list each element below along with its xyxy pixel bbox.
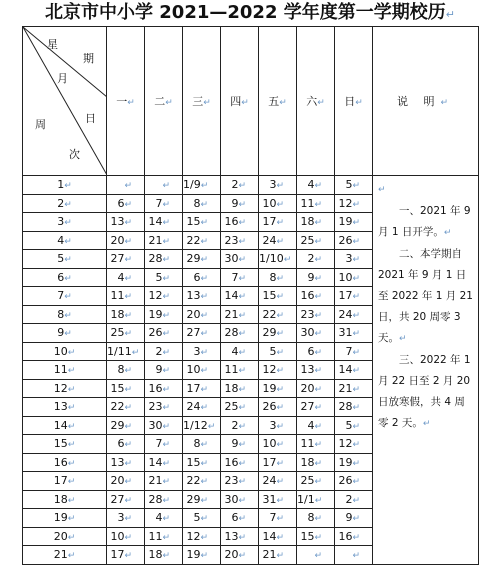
date-cell: 20↵ (107, 231, 145, 250)
date-cell: 18↵ (297, 213, 335, 232)
date-cell: 28↵ (145, 250, 183, 269)
date-cell: 12↵ (335, 194, 373, 213)
week-number-cell: 8↵ (23, 305, 107, 324)
date-cell: 9↵ (221, 435, 259, 454)
date-cell: 4↵ (221, 342, 259, 361)
date-cell: 23↵ (221, 472, 259, 491)
date-cell: 27↵ (107, 250, 145, 269)
week-number-cell: 14↵ (23, 416, 107, 435)
date-cell: 10↵ (183, 361, 221, 380)
date-cell: 8↵ (183, 194, 221, 213)
date-cell: 15↵ (297, 527, 335, 546)
date-cell: 19↵ (335, 453, 373, 472)
date-cell: 24↵ (259, 231, 297, 250)
date-cell: 7↵ (335, 342, 373, 361)
date-cell: 1/11↵ (107, 342, 145, 361)
date-cell: 26↵ (259, 398, 297, 417)
week-row (23, 176, 479, 195)
date-cell: 5↵ (259, 342, 297, 361)
week-number-cell: 13↵ (23, 398, 107, 417)
date-cell: ↵ (107, 176, 145, 195)
date-cell: 27↵ (107, 490, 145, 509)
date-cell: 13↵ (297, 361, 335, 380)
note-paragraph: 一、2021 年 9 月 1 日开学。↵ (378, 205, 471, 238)
date-cell: 19↵ (183, 546, 221, 565)
date-cell: 28↵ (221, 324, 259, 343)
date-cell: 28↵ (335, 398, 373, 417)
date-cell: 7↵ (221, 268, 259, 287)
date-cell: 3↵ (107, 509, 145, 528)
school-calendar-table (22, 26, 479, 565)
date-cell: 21↵ (145, 231, 183, 250)
date-cell: 7↵ (145, 435, 183, 454)
date-cell: 11↵ (297, 435, 335, 454)
date-cell: 21↵ (335, 379, 373, 398)
date-cell: 19↵ (335, 213, 373, 232)
notes-header: 说 明↵ (373, 27, 479, 176)
title-text: 北京市中小学 2021—2022 学年度第一学期校历 (45, 2, 446, 23)
date-cell: 28↵ (145, 490, 183, 509)
date-cell: 1/10↵ (259, 250, 297, 269)
date-cell: 26↵ (145, 324, 183, 343)
date-cell: 1/12↵ (183, 416, 221, 435)
date-cell: 12↵ (145, 287, 183, 306)
week-number-cell: 21↵ (23, 546, 107, 565)
date-cell: 21↵ (145, 472, 183, 491)
note-paragraph: 三、2022 年 1 月 22 日至 2 月 20 日放寒假，共 4 周零 2 天。↵ (378, 354, 471, 429)
date-cell: 2↵ (297, 250, 335, 269)
date-cell: 31↵ (335, 324, 373, 343)
date-cell: 17↵ (183, 379, 221, 398)
day-header-sun: 日↵ (335, 27, 373, 176)
date-cell: 13↵ (221, 527, 259, 546)
date-cell: 25↵ (297, 472, 335, 491)
date-cell: ↵ (145, 176, 183, 195)
week-number-cell: 9↵ (23, 324, 107, 343)
date-cell: ↵ (335, 546, 373, 565)
date-cell: 22↵ (107, 398, 145, 417)
date-cell: 13↵ (107, 213, 145, 232)
date-cell: 24↵ (335, 305, 373, 324)
day-header-thu: 四↵ (221, 27, 259, 176)
date-cell: 25↵ (297, 231, 335, 250)
date-cell: 18↵ (221, 379, 259, 398)
date-cell: 17↵ (335, 287, 373, 306)
date-cell: 1/1↵ (297, 490, 335, 509)
date-cell: 24↵ (183, 398, 221, 417)
date-cell: 19↵ (145, 305, 183, 324)
date-cell: 15↵ (183, 453, 221, 472)
week-number-cell: 2↵ (23, 194, 107, 213)
paragraph-mark-icon: ↵ (378, 185, 386, 195)
date-cell: 14↵ (259, 527, 297, 546)
date-cell: 20↵ (297, 379, 335, 398)
date-cell: 25↵ (107, 324, 145, 343)
day-header-sat: 六↵ (297, 27, 335, 176)
date-cell: 30↵ (221, 490, 259, 509)
date-cell: 8↵ (107, 361, 145, 380)
date-cell: 29↵ (107, 416, 145, 435)
day-header-mon: 一↵ (107, 27, 145, 176)
date-cell: 3↵ (183, 342, 221, 361)
date-cell: 21↵ (259, 546, 297, 565)
date-cell: 13↵ (107, 453, 145, 472)
date-cell: 7↵ (259, 509, 297, 528)
day-header-wed: 三↵ (183, 27, 221, 176)
date-cell: 17↵ (107, 546, 145, 565)
date-cell: 22↵ (259, 305, 297, 324)
week-number-cell: 1↵ (23, 176, 107, 195)
date-cell: 2↵ (221, 416, 259, 435)
date-cell: 4↵ (297, 176, 335, 195)
date-cell: 5↵ (335, 416, 373, 435)
date-cell: 15↵ (107, 379, 145, 398)
paragraph-mark-icon: ↵ (445, 8, 455, 21)
date-cell: 14↵ (145, 453, 183, 472)
date-cell: 7↵ (145, 194, 183, 213)
week-number-cell: 17↵ (23, 472, 107, 491)
date-cell: 9↵ (335, 509, 373, 528)
day-header-fri: 五↵ (259, 27, 297, 176)
date-cell: 24↵ (259, 472, 297, 491)
date-cell: 21↵ (221, 305, 259, 324)
date-cell: 11↵ (107, 287, 145, 306)
date-cell: 10↵ (259, 435, 297, 454)
date-cell: 15↵ (259, 287, 297, 306)
date-cell: 15↵ (183, 213, 221, 232)
date-cell: 17↵ (259, 213, 297, 232)
date-cell: 18↵ (107, 305, 145, 324)
date-cell: 2↵ (145, 342, 183, 361)
date-cell: 30↵ (221, 250, 259, 269)
date-cell: 23↵ (145, 398, 183, 417)
date-cell: 5↵ (183, 509, 221, 528)
date-cell: 16↵ (221, 453, 259, 472)
date-cell: 3↵ (335, 250, 373, 269)
date-cell: 3↵ (259, 176, 297, 195)
header-row (23, 27, 479, 176)
date-cell: 10↵ (107, 527, 145, 546)
day-header-tue: 二↵ (145, 27, 183, 176)
date-cell: 11↵ (221, 361, 259, 380)
week-number-cell: 7↵ (23, 287, 107, 306)
date-cell: 4↵ (145, 509, 183, 528)
date-cell: 9↵ (297, 268, 335, 287)
date-cell: 14↵ (145, 213, 183, 232)
date-cell: 6↵ (221, 509, 259, 528)
week-number-cell: 20↵ (23, 527, 107, 546)
week-number-cell: 19↵ (23, 509, 107, 528)
date-cell: 4↵ (107, 268, 145, 287)
week-number-cell: 16↵ (23, 453, 107, 472)
date-cell: 16↵ (145, 379, 183, 398)
date-cell: 12↵ (335, 435, 373, 454)
date-cell: 6↵ (297, 342, 335, 361)
date-cell: 22↵ (183, 231, 221, 250)
date-cell: 23↵ (297, 305, 335, 324)
corner-label-ri: 日 (85, 112, 96, 125)
date-cell: 5↵ (145, 268, 183, 287)
note-paragraph: 二、本学期自 2021 年 9 月 1 日至 2022 年 1 月 21 日，共 20 周零 3 天。↵ (378, 248, 473, 344)
date-cell: 20↵ (221, 546, 259, 565)
date-cell: 22↵ (183, 472, 221, 491)
date-cell: 11↵ (297, 194, 335, 213)
corner-label-ci: 次 (69, 148, 80, 161)
date-cell: 29↵ (183, 250, 221, 269)
date-cell: ↵ (297, 546, 335, 565)
date-cell: 20↵ (183, 305, 221, 324)
date-cell: 31↵ (259, 490, 297, 509)
date-cell: 4↵ (297, 416, 335, 435)
date-cell: 29↵ (259, 324, 297, 343)
week-number-cell: 11↵ (23, 361, 107, 380)
corner-label-qi: 期 (83, 52, 94, 65)
date-cell: 9↵ (145, 361, 183, 380)
date-cell: 5↵ (335, 176, 373, 195)
week-number-cell: 10↵ (23, 342, 107, 361)
date-cell: 16↵ (297, 287, 335, 306)
date-cell: 30↵ (145, 416, 183, 435)
date-cell: 14↵ (335, 361, 373, 380)
date-cell: 27↵ (297, 398, 335, 417)
corner-label-yue: 月 (57, 72, 68, 85)
date-cell: 6↵ (107, 435, 145, 454)
date-cell: 12↵ (259, 361, 297, 380)
corner-label-xing: 星 (47, 38, 58, 51)
date-cell: 23↵ (221, 231, 259, 250)
date-cell: 3↵ (259, 416, 297, 435)
date-cell: 9↵ (221, 194, 259, 213)
date-cell: 26↵ (335, 231, 373, 250)
week-number-cell: 6↵ (23, 268, 107, 287)
date-cell: 12↵ (183, 527, 221, 546)
date-cell: 1/9↵ (183, 176, 221, 195)
week-number-cell: 3↵ (23, 213, 107, 232)
week-number-cell: 18↵ (23, 490, 107, 509)
date-cell: 29↵ (183, 490, 221, 509)
date-cell: 8↵ (297, 509, 335, 528)
date-cell: 27↵ (183, 324, 221, 343)
date-cell: 17↵ (259, 453, 297, 472)
date-cell: 2↵ (221, 176, 259, 195)
week-number-cell: 5↵ (23, 250, 107, 269)
date-cell: 10↵ (335, 268, 373, 287)
date-cell: 6↵ (107, 194, 145, 213)
date-cell: 6↵ (183, 268, 221, 287)
date-cell: 18↵ (297, 453, 335, 472)
page-title (0, 2, 500, 26)
date-cell: 16↵ (221, 213, 259, 232)
date-cell: 20↵ (107, 472, 145, 491)
date-cell: 11↵ (145, 527, 183, 546)
date-cell: 25↵ (221, 398, 259, 417)
date-cell: 26↵ (335, 472, 373, 491)
date-cell: 30↵ (297, 324, 335, 343)
week-number-cell: 12↵ (23, 379, 107, 398)
date-cell: 10↵ (259, 194, 297, 213)
date-cell: 14↵ (221, 287, 259, 306)
date-cell: 13↵ (183, 287, 221, 306)
date-cell: 8↵ (183, 435, 221, 454)
date-cell: 2↵ (335, 490, 373, 509)
corner-label-zhou: 周 (35, 118, 46, 131)
corner-diagonal-lines (23, 27, 107, 175)
date-cell: 16↵ (335, 527, 373, 546)
date-cell: 18↵ (145, 546, 183, 565)
date-cell: 19↵ (259, 379, 297, 398)
date-cell: 8↵ (259, 268, 297, 287)
week-number-cell: 15↵ (23, 435, 107, 454)
week-number-cell: 4↵ (23, 231, 107, 250)
corner-header (23, 27, 107, 176)
notes-cell (373, 176, 479, 565)
